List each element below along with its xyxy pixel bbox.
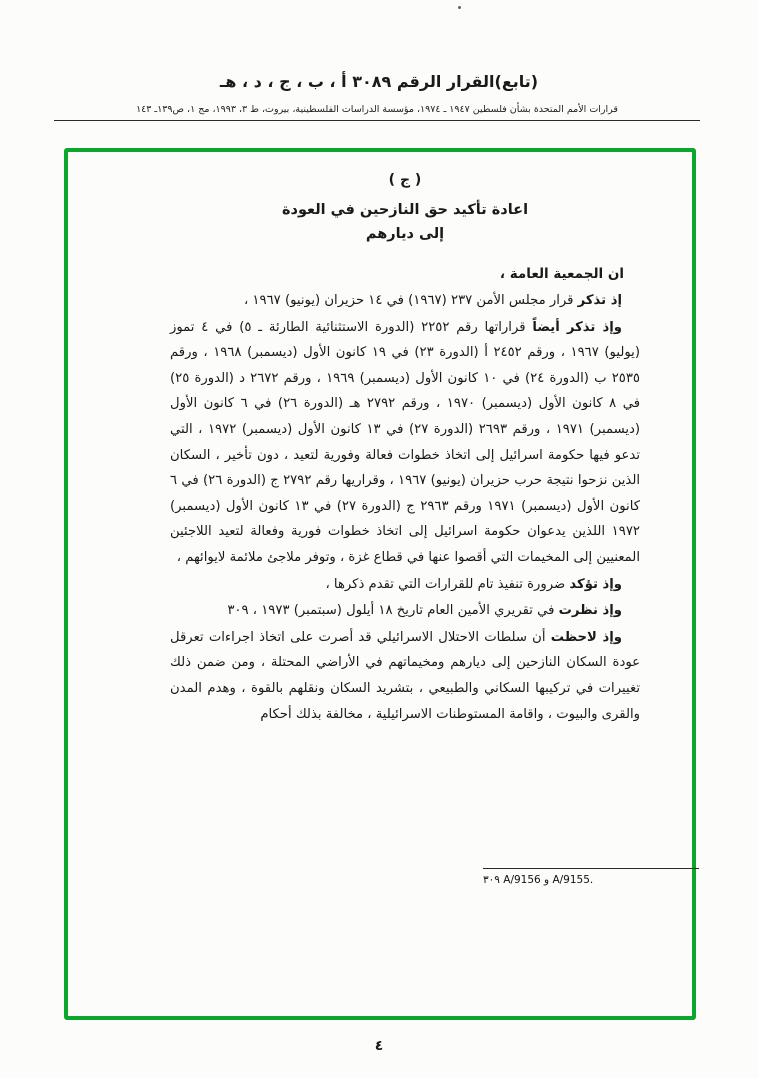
section-letter: ( ج ) (388, 172, 422, 188)
document-title-line-1: اعادة تأكيد حق النازحين في العودة (281, 202, 529, 218)
footnote-block (483, 868, 699, 886)
document-title-line-2: إلى ديارهم (365, 226, 445, 242)
resolution-body (170, 172, 640, 727)
paragraph-3-lead: وإذ تؤكد (569, 576, 622, 592)
resolution-header-title: (تابع)القرار الرقم ٣٠٨٩ أ ، ب ، ج ، د ، هـ (219, 72, 539, 91)
footnote-divider (483, 868, 699, 869)
paragraph-1-text: قرار مجلس الأمن ٢٣٧ (١٩٦٧) في ١٤ حزيران (يونيو) ١٩٦٧ ، (243, 293, 578, 308)
paragraph-3 (170, 572, 640, 598)
footnote-text: ٣٠٩ A/9156 و A/9155. (483, 874, 594, 886)
paragraph-1-lead: إذ تذكر (577, 293, 622, 308)
paragraph-1 (170, 288, 640, 314)
paragraph-2-lead: وإذ تذكر أيضاً (532, 319, 623, 335)
paragraph-4-text: في تقريري الأمين العام تاريخ ١٨ أيلول (سبتمبر) ١٩٧٣ ، ٣٠٩ (227, 603, 559, 619)
page-number: ٤ (374, 1038, 384, 1054)
scan-artifact-dot (458, 6, 461, 9)
paragraph-4 (170, 598, 640, 624)
paragraph-5-text: أن سلطات الاحتلال الاسرائيلي قد أصرت على اتخاذ اجراءات تعرقل عودة السكان النازحين إلى ديارهم ومخيماتهم في الأراضي المحتلة ، ومن ضمن ذلك تغييرات في تركيبها السكاني والطبيعي ، بتشريد السكان ونقلهم بالقوة ، وهدم المدن والقرى والبيوت ، واقامة المستوطنات الاسرائيلية ، مخالفة بذلك أحكام (170, 629, 640, 722)
paragraph-2 (170, 315, 640, 571)
paragraph-4-lead: وإذ نظرت (558, 603, 622, 619)
highlight-border-box (64, 148, 696, 1020)
paragraph-3-text: ضرورة تنفيذ تام للقرارات التي تقدم ذكرها ، (325, 576, 570, 592)
paragraph-5-lead: وإذ لاحظت (550, 629, 622, 645)
paragraph-2-text: قراراتها رقم ٢٢٥٢ (الدورة الاستثنائية الطارئة ـ ٥) في ٤ تموز (يوليو) ١٩٦٧ ، ورقم ٢٤٥٢ أ (الدورة ٢٣) في ١٩ كانون الأول (ديسمبر) ١٩٦٨ ، ورقم ٢٥٣٥ ب (الدورة ٢٤) في ١٠ كانون الأول (ديسمبر) ١٩٦٩ ، ورقم ٢٦٧٢ د (الدورة ٢٥) في ٨ كانون الأول (ديسمبر) ١٩٧٠ ، ورقم ٢٧٩٢ هـ (الدورة ٢٦) في ٦ كانون الأول (ديسمبر) ١٩٧١ ، ورقم ٢٦٩٣ (الدورة ٢٧) في ١٣ كانون الأول (ديسمبر) ١٩٧٢ ، التي تدعو فيها حكومة اسرائيل إلى اتخاذ خطوات فعالة وفورية لتعيد ، دون تأخير ، السكان الذين نزحوا نتيجة حرب حزيران (يونيو) ١٩٦٧ ، وقراريها رقم ٢٧٩٢ ج (الدورة ٢٦) في ٦ كانون الأول (ديسمبر) ١٩٧١ ورقم ٢٩٦٣ ج (الدورة ٢٧) في ١٣ كانون الأول (ديسمبر) ١٩٧٢ اللذين يدعوان حكومة اسرائيل إلى اتخاذ خطوات فورية وفعالة لتعيد اللاجئين المعنيين إلى المخيمات التي أقصوا عنها في قطاع غزة ، وتوفر ملاجئ ملائمة لايوائهم ، (170, 319, 641, 565)
paragraph-5 (170, 625, 640, 727)
source-citation: قرارات الأمم المتحدة بشأن فلسطين ١٩٤٧ ـ ١٩٧٤، مؤسسة الدراسات الفلسطينية، بيروت، ط ٣، ١٩٩٣، مج ١، ص١٣٩ـ ١٤٣ (54, 104, 700, 121)
opening-line: ان الجمعية العامة ، (499, 266, 624, 282)
